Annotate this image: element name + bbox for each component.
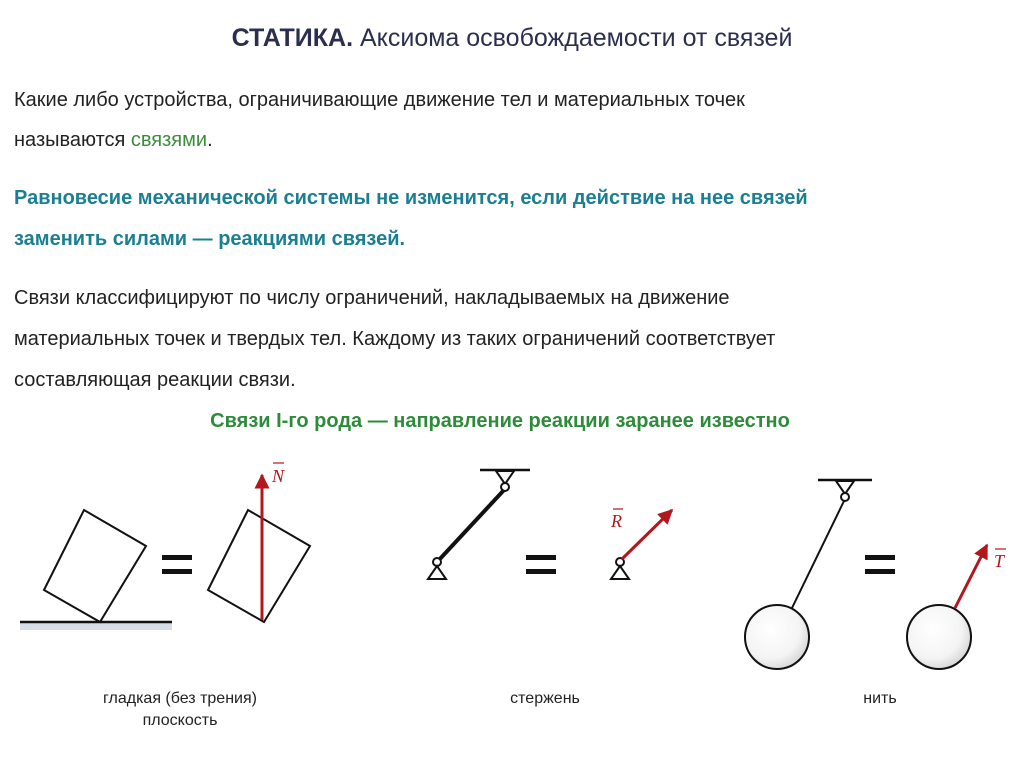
caption-rod: стержень	[510, 690, 580, 707]
released-block-figure	[208, 463, 310, 622]
rod-reaction-figure	[610, 509, 672, 579]
classification-line-2: материальных точек и твердых тел. Каждому из таких ограничений соответствует	[14, 328, 776, 350]
equals-sign-2	[526, 555, 556, 574]
string-reaction-figure	[907, 545, 1006, 669]
smooth-plane-figure	[20, 510, 172, 630]
title-rest: Аксиома освобождаемости от связей	[353, 24, 793, 52]
tension-arrow	[955, 545, 987, 608]
section-subtitle: Связи I-го рода — направление реакции заранее известно	[210, 410, 790, 432]
definition-line-2-start: называются	[14, 129, 131, 151]
axiom-line-1: Равновесие механической системы не изменится, если действие на нее связей	[14, 187, 808, 209]
definition-highlight: связями	[130, 129, 208, 151]
classification-line-3: составляющая реакции связи.	[14, 369, 296, 391]
definition-line-1: Какие либо устройства, ограничивающие движение тел и материальных точек	[14, 89, 745, 111]
bottom-hinge-support	[428, 566, 446, 579]
definition-line-2-end: .	[207, 129, 213, 151]
title-bold: СТАТИКА.	[231, 24, 354, 52]
equals-sign-3	[865, 555, 895, 574]
released-block	[208, 510, 310, 622]
suspended-ball	[745, 605, 809, 669]
caption-smooth-plane-line-2: плоскость	[142, 712, 218, 729]
released-ball	[907, 605, 971, 669]
rod-figure	[428, 470, 530, 579]
block-on-plane	[44, 510, 146, 622]
normal-force-label: N	[272, 466, 285, 486]
caption-smooth-plane	[60, 688, 300, 732]
classification-line-1: Связи классифицируют по числу ограничений, накладываемых на движение	[14, 287, 730, 309]
string	[792, 501, 844, 608]
caption-smooth-plane-line-1: гладкая (без трения)	[103, 690, 257, 707]
tension-force-label: T	[994, 551, 1005, 571]
rod	[438, 490, 504, 561]
caption-string: нить	[863, 690, 897, 707]
rod-force-label: R	[611, 511, 622, 531]
string-hinge	[841, 493, 849, 501]
string-figure	[745, 480, 872, 669]
equals-sign-1	[162, 555, 192, 574]
axiom-line-2: заменить силами — реакциями связей.	[14, 228, 406, 250]
rod-reaction-arrow	[622, 510, 672, 559]
released-hinge-support	[611, 566, 629, 579]
